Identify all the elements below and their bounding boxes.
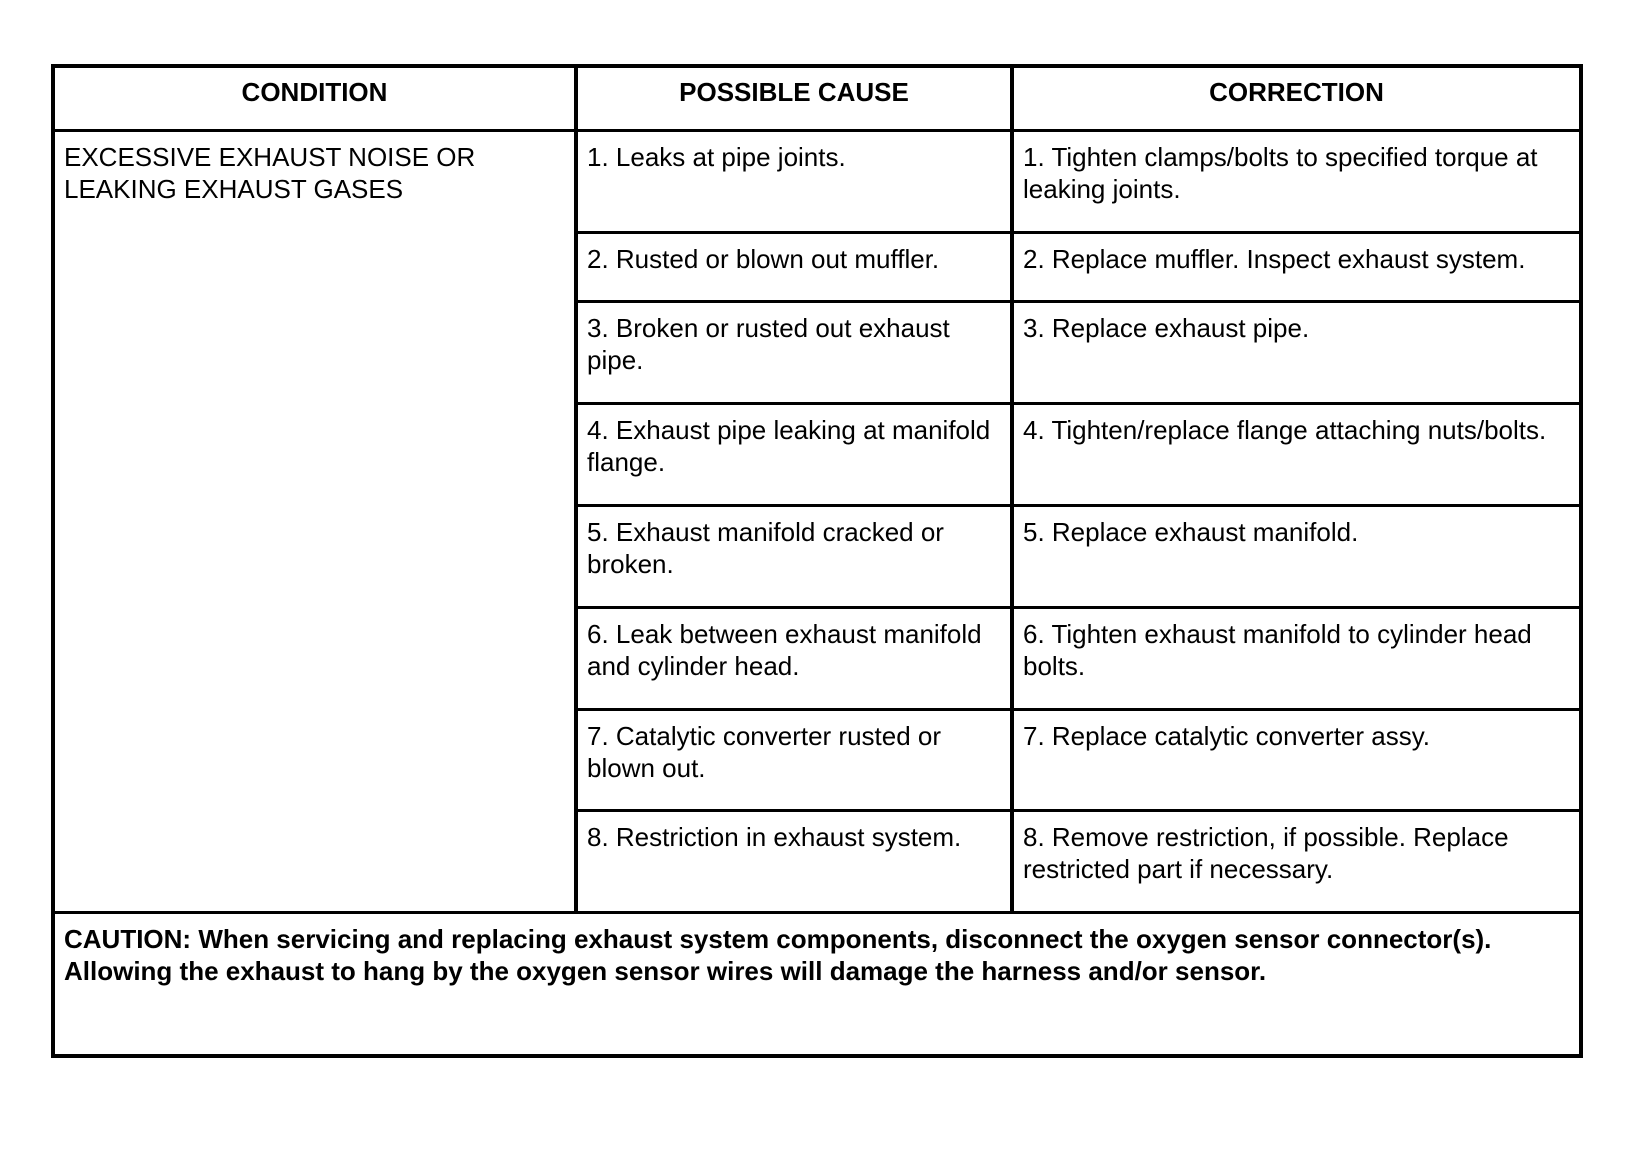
condition-text: EXCESSIVE EXHAUST NOISE OR LEAKING EXHAUST GASES bbox=[64, 142, 476, 205]
correction-text: 3. Replace exhaust pipe. bbox=[1023, 313, 1310, 344]
header-row bbox=[53, 66, 1581, 131]
cause-text: 6. Leak between exhaust manifold and cylinder head. bbox=[587, 618, 982, 681]
correction-cell bbox=[1012, 232, 1581, 302]
caution-cell bbox=[53, 913, 1581, 1056]
condition-cell bbox=[53, 131, 576, 913]
diagnosis-table bbox=[51, 64, 1583, 1058]
header-correction: CORRECTION bbox=[1012, 66, 1581, 131]
cause-cell bbox=[576, 811, 1012, 913]
correction-cell bbox=[1012, 302, 1581, 404]
cause-text: 7. Catalytic converter rusted or blown out. bbox=[587, 720, 942, 783]
correction-text: 7. Replace catalytic converter assy. bbox=[1023, 720, 1431, 751]
caution-row bbox=[53, 913, 1581, 1056]
cause-cell bbox=[576, 131, 1012, 233]
cause-cell bbox=[576, 232, 1012, 302]
cause-text: 3. Broken or rusted out exhaust pipe. bbox=[587, 313, 950, 376]
caution-text: CAUTION: When servicing and replacing exhaust system components, disconnect the oxygen sensor connector(s). Allowing the exhaust to hang by the oxygen sensor wires will damage the harness and/or sensor. bbox=[64, 924, 1492, 987]
cause-text: 8. Restriction in exhaust system. bbox=[587, 822, 962, 853]
table-row bbox=[53, 131, 1581, 233]
cause-cell bbox=[576, 709, 1012, 811]
correction-text: 6. Tighten exhaust manifold to cylinder head bolts. bbox=[1023, 618, 1532, 681]
correction-cell bbox=[1012, 404, 1581, 506]
correction-text: 4. Tighten/replace flange attaching nuts/bolts. bbox=[1023, 415, 1547, 446]
correction-cell bbox=[1012, 811, 1581, 913]
correction-text: 8. Remove restriction, if possible. Replace restricted part if necessary. bbox=[1023, 822, 1509, 885]
correction-cell bbox=[1012, 709, 1581, 811]
header-possible-cause: POSSIBLE CAUSE bbox=[576, 66, 1012, 131]
correction-text: 5. Replace exhaust manifold. bbox=[1023, 517, 1359, 547]
correction-cell bbox=[1012, 607, 1581, 709]
cause-cell bbox=[576, 607, 1012, 709]
cause-cell bbox=[576, 506, 1012, 608]
cause-cell bbox=[576, 404, 1012, 506]
correction-cell bbox=[1012, 506, 1581, 608]
cause-text: 1. Leaks at pipe joints. bbox=[587, 142, 846, 173]
cause-text: 2. Rusted or blown out muffler. bbox=[587, 243, 940, 274]
correction-text: 2. Replace muffler. Inspect exhaust system. bbox=[1023, 243, 1526, 274]
cause-text: 4. Exhaust pipe leaking at manifold flange. bbox=[587, 415, 991, 478]
correction-cell bbox=[1012, 131, 1581, 233]
cause-text: 5. Exhaust manifold cracked or broken. bbox=[587, 517, 944, 579]
correction-text: 1. Tighten clamps/bolts to specified torque at leaking joints. bbox=[1023, 142, 1538, 205]
header-condition: CONDITION bbox=[53, 66, 576, 131]
cause-cell bbox=[576, 302, 1012, 404]
